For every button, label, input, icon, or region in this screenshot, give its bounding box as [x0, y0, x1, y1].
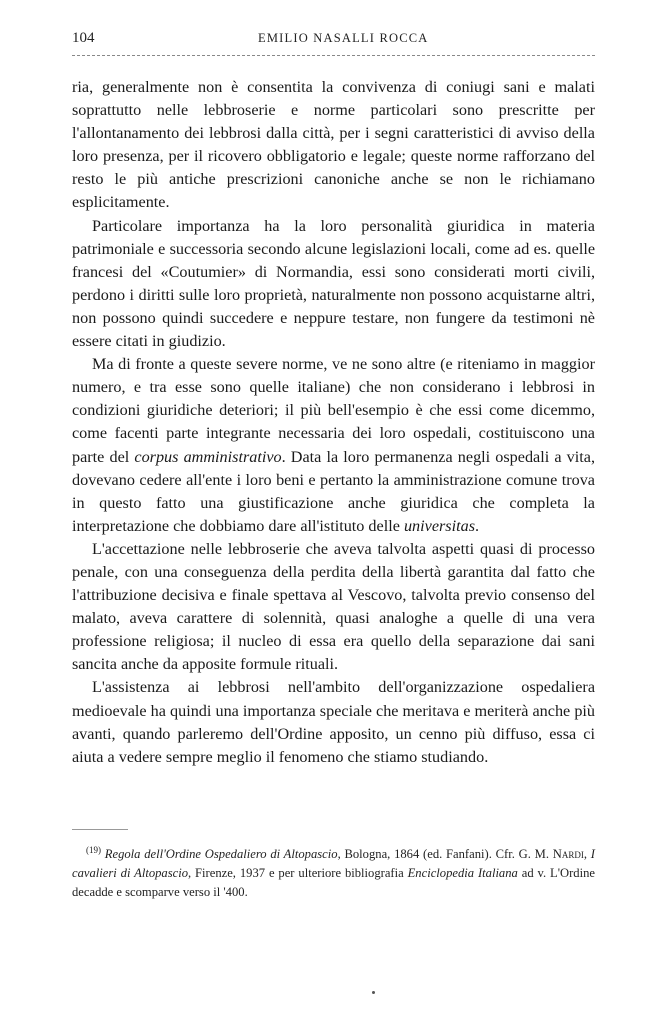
- paragraph-4: L'accettazione nelle lebbroserie che aveva talvolta aspetti quasi di processo penale, con una conseguenza della perdita della libertà garantita dal fatto che l'attribuzione decisiva e finale spettava al Vescovo, talvolta previo consenso del malato, aveva carattere di solennità, quasi analoghe a quelle di una vera professione religiosa; il nucleo di essa era quello della separazione dai sani sancita anche da apposite formule rituali.: [72, 539, 595, 674]
- header-rule: [72, 55, 595, 56]
- paragraph-3: [72, 353, 595, 538]
- paragraph-5: L'assistenza ai lebbrosi nell'ambito dell'organizzazione ospedaliera medioevale ha quindi una importanza speciale che meritava e meriterà anche più avanti, quando parleremo dell'Ordine apposito, un cenno più diffuso, essa ci aiuta a vedere sempre meglio il fenomeno che stiamo studiando.: [72, 678, 595, 766]
- ink-speck: [372, 991, 375, 994]
- footnote-mark: (19): [86, 845, 101, 855]
- footnote-text-3: , Firenze, 1937 e per ulteriore bibliografia: [188, 866, 408, 881]
- page-number: 104: [72, 30, 95, 46]
- footnote-text-1: , Bologna, 1864 (ed. Fanfani). Cfr. G. M.: [337, 847, 553, 862]
- footnote: [72, 841, 595, 902]
- paragraph-3-italic-corpus: corpus amministrativo: [134, 447, 282, 466]
- paragraph-3-text-a: Ma di fronte a queste severe norme, ve ne sono altre (e riteniamo in maggior numero, e tra esse sono quelle italiane) che non considerano i lebbrosi in condizioni giuridiche deteriori; il più bell'esempio è che essi come dicemmo, come facenti parte integrante necessaria dei loro ospedali, costituiscono una parte del: [72, 355, 595, 466]
- paragraph-3-text-c: . Data la loro permanenza negli ospedali a vita, dovevano cedere all'ente i loro beni e pertanto la amministrazione comune trova in questo fatto una giustificazione anche giuridica che completa la interpretazione che dobbiamo dare all'istituto delle: [72, 447, 595, 535]
- footnote-title-cavalieri: I cavalieri di Altopascio: [72, 847, 595, 881]
- footnote-text-4: ad v. L'Ordine decadde e scomparve verso il '400.: [72, 866, 595, 900]
- footnote-text-2: ,: [583, 847, 591, 862]
- running-head: EMILIO NASALLI ROCCA: [258, 31, 429, 45]
- paragraph-1: ria, generalmente non è consentita la convivenza di coniugi sani e malati soprattutto nelle lebbroserie e norme particolari sono prescritte per l'allontanamento dei lebbrosi dalla città, per i segni caratteristici di avviso della loro presenza, per il ricovero obbligatorio e legale; queste norme rafforzano del resto le più antiche prescrizioni canoniche anche se non le richiamano esplicitamente.: [72, 78, 595, 212]
- footnote-title-regola: Regola dell'Ordine Ospedaliero di Altopascio: [104, 847, 338, 862]
- body-text: [72, 76, 595, 769]
- footnote-rule: [72, 829, 128, 830]
- footnote-text: [72, 841, 595, 902]
- paragraph-3-italic-universitas: universitas: [403, 516, 475, 535]
- page-header: [72, 30, 595, 50]
- paragraph-3-text-e: .: [475, 516, 480, 535]
- footnote-title-enciclopedia: Enciclopedia Italiana: [407, 866, 518, 881]
- paragraph-2: Particolare importanza ha la loro personalità giuridica in materia patrimoniale e successoria secondo alcune legislazioni locali, come ad es. quelle francesi del «Coutumier» di Normandia, essi sono considerati morti civili, perdono i diritti sulle loro proprietà, naturalmente non possono acquistarne altri, non possono quindi succedere e neppure testare, non fungere da testimoni nè essere citati in giudizio.: [72, 216, 595, 351]
- footnote-author: Nardi: [552, 847, 584, 862]
